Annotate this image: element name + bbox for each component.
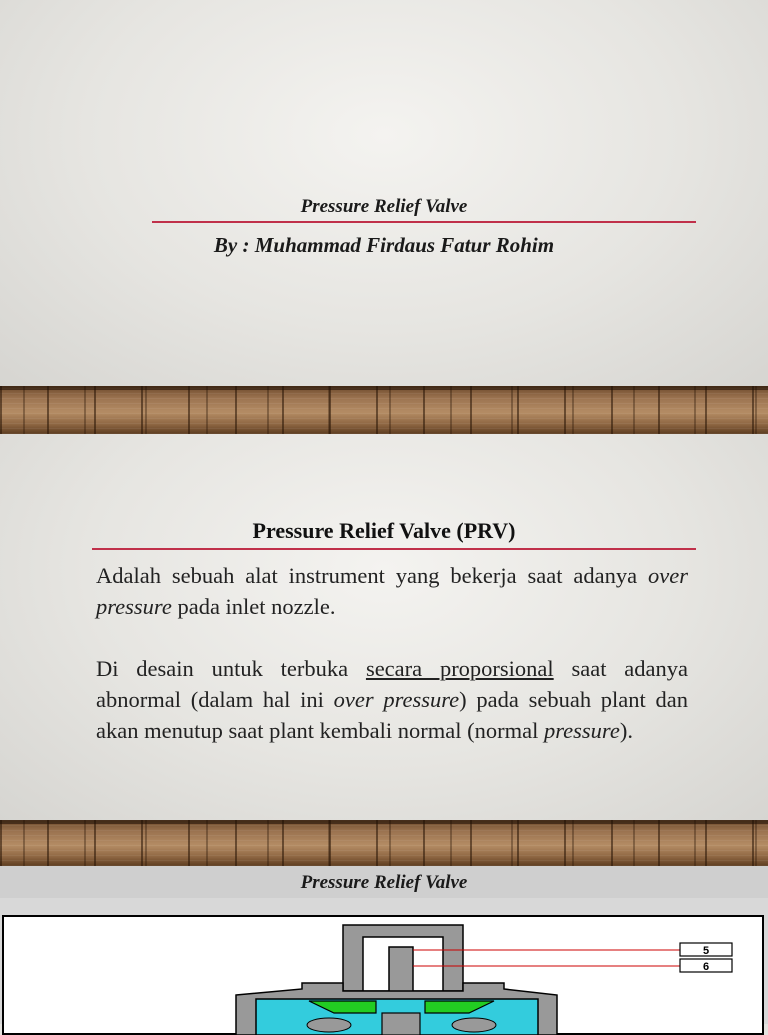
valve-diagram (4, 917, 762, 1035)
definition-paragraph (96, 560, 688, 622)
heading-underline (92, 548, 696, 550)
text-run: ) pada sebuah plant dan akan menutup saat plant kembali normal (normal (96, 687, 689, 743)
valve-diagram-panel (2, 915, 764, 1035)
author-line: By : Muhammad Firdaus Fatur Rohim (213, 233, 555, 257)
seat-right (452, 1018, 496, 1032)
text-run: saat adanya abnormal (dalam hal ini (96, 656, 688, 712)
diagram-label-6: 6 (702, 961, 710, 973)
slide-heading: Pressure Relief Valve (PRV) (252, 518, 516, 543)
wood-floor-divider (0, 386, 768, 434)
text-run: Di desain untuk terbuka (96, 656, 366, 681)
italic-term: pressure (544, 718, 620, 743)
title-slide (0, 0, 768, 386)
wood-floor-divider (0, 820, 768, 866)
seat-left (307, 1018, 351, 1032)
diagram-label-5: 5 (702, 945, 710, 957)
slide-title: Pressure Relief Valve (300, 872, 468, 893)
definition-slide (0, 434, 768, 820)
text-run: pada inlet nozzle. (171, 594, 336, 619)
italic-term: over pressure (96, 563, 688, 619)
design-paragraph (96, 653, 688, 746)
valve-disc (382, 1013, 420, 1035)
diagram-slide (0, 866, 768, 1024)
title-underline (152, 221, 696, 223)
text-run: ). (619, 718, 633, 743)
italic-term: over pressure (333, 687, 460, 712)
text-run: Adalah sebuah alat instrument yang bekerja saat adanya (96, 563, 649, 588)
underlined-term: secara proporsional (365, 656, 554, 681)
slide-title: Pressure Relief Valve (300, 196, 468, 217)
